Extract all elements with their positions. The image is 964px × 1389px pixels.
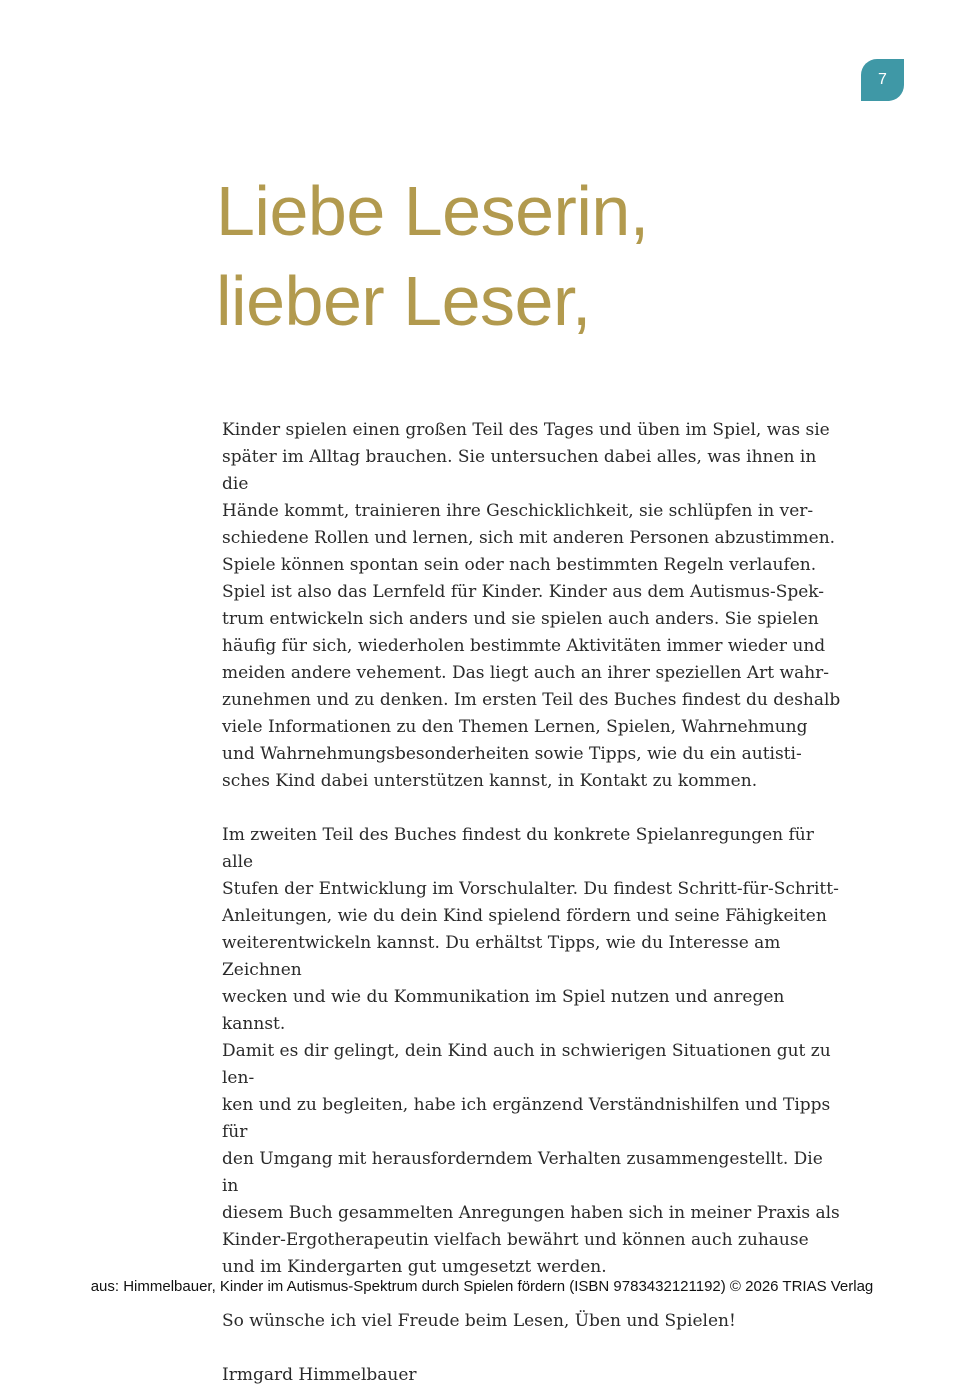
paragraph-second-part: Im zweiten Teil des Buches findest du konkrete Spielanregungen für alle Stufen der Entwicklung im Vorschulalter. Du findest Schritt-für-Schritt- Anleitungen, wie du dein Kind spielend fördern und seine Fähigkeiten weiterentwickeln kannst. Du erhältst Tipps, wie du Interesse am Zeichnen wecken und wie du Kommunikation im Spiel nutzen und anregen kannst. Damit es dir gelingt, dein Kind auch in schwierigen Situationen gut zu len- ken und zu begleiten, habe ich ergänzend Verständnishilfen und Tipps für den Umgang mit herausforderndem Verhalten zusammengestellt. Die in diesem Buch gesammelten Anregungen haben sich in meiner Praxis als Kinder-Ergotherapeutin vielfach bewährt und können auch zuhause und im Kindergarten gut umgesetzt werden. bbox=[222, 825, 840, 1277]
paragraph-closing-wish: So wünsche ich viel Freude beim Lesen, Üben und Spielen! bbox=[222, 1311, 736, 1331]
title-line-1: Liebe Leserin, bbox=[216, 172, 649, 250]
source-footer: aus: Himmelbauer, Kinder im Autismus-Spektrum durch Spielen fördern (ISBN 9783432121192) © 2026 TRIAS Verlag bbox=[90, 1278, 874, 1295]
page-title bbox=[216, 166, 649, 346]
letter-body bbox=[222, 417, 842, 1389]
page-number-badge: 7 bbox=[861, 59, 904, 101]
signature: Irmgard Himmelbauer bbox=[222, 1365, 417, 1385]
paragraph-intro: Kinder spielen einen großen Teil des Tages und üben im Spiel, was sie später im Alltag brauchen. Sie untersuchen dabei alles, was ihnen in die Hände kommt, trainieren ihre Geschicklichkeit, sie schlüpfen in ver- schiedene Rollen und lernen, sich mit anderen Personen abzustimmen. Spiele können spontan sein oder nach bestimmten Regeln verlaufen. Spiel ist also das Lernfeld für Kinder. Kinder aus dem Autismus-Spek- trum entwickeln sich anders und sie spielen auch anders. Sie spielen häufig für sich, wiederholen bestimmte Aktivitäten immer wieder und meiden andere vehement. Das liegt auch an ihrer speziellen Art wahr- zunehmen und zu denken. Im ersten Teil des Buches findest du deshalb viele Informationen zu den Themen Lernen, Spielen, Wahrnehmung und Wahrnehmungsbesonderheiten sowie Tipps, wie du ein autisti- sches Kind dabei unterstützen kannst, in Kontakt zu kommen. bbox=[222, 420, 841, 791]
title-line-2: lieber Leser, bbox=[216, 262, 591, 340]
